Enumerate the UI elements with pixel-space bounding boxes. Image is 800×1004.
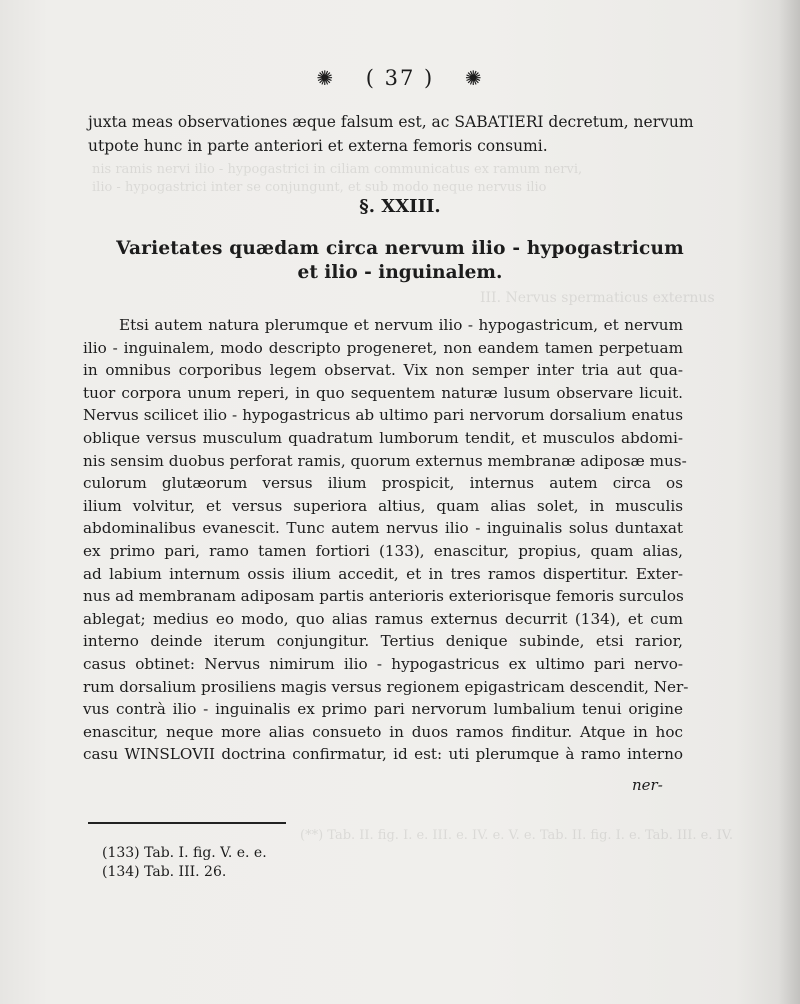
footnote-divider xyxy=(88,822,286,824)
section-title-line-2: et ilio - inguinalem. xyxy=(297,262,503,283)
body-line: ex primo pari, ramo tamen fortiori (133), enascitur, propius, quam alias, xyxy=(83,541,683,560)
body-line: ad labium internum ossis ilium accedit, et in tres ramos dispertitur. Exter- xyxy=(83,564,683,583)
bleed-through-text: (**) Tab. II. fig. I. e. III. e. IV. e. V. e. Tab. II. fig. I. e. Tab. III. e. IV. xyxy=(300,828,734,843)
body-line: nis sensim duobus perforat ramis, quorum externus membranæ adiposæ mus- xyxy=(83,451,687,470)
body-line: casu WINSLOVII doctrina confirmatur, id est: uti plerumque à ramo interno xyxy=(83,745,683,764)
body-line: culorum glutæorum versus ilium prospicit, internus autem circa os xyxy=(83,474,683,493)
catchword: ner- xyxy=(632,776,663,794)
bleed-through-text: ilio - hypogastrici inter se conjungunt, et sub modo neque nervus ilio xyxy=(92,180,547,195)
body-line: rum dorsalium prosiliens magis versus regionem epigastricam descendit, Ner- xyxy=(83,677,689,696)
body-line: abdominalibus evanescit. Tunc autem nervus ilio - inguinalis solus duntaxat xyxy=(83,519,683,538)
bleed-through-text: nis ramis nervi ilio - hypogastrici in ciliam communicatus ex ramum nervi, xyxy=(92,162,583,177)
page-spine-shadow xyxy=(778,0,800,1004)
body-line: enascitur, neque more alias consueto in duos ramos finditur. Atque in hoc xyxy=(83,722,683,741)
body-line: vus contrà ilio - inguinalis ex primo pari nervorum lumbalium tenui origine xyxy=(83,700,683,719)
page-header xyxy=(0,66,800,90)
body-line: interno deinde iterum conjungitur. Tertius denique subinde, etsi rarior, xyxy=(83,632,683,651)
intro-line-2: utpote hunc in parte anteriori et externa femoris consumi. xyxy=(88,137,548,155)
body-paragraph xyxy=(83,314,689,766)
body-line: casus obtinet: Nervus nimirum ilio - hypogastricus ex ultimo pari nervo- xyxy=(83,654,683,673)
body-line: ablegat; medius eo modo, quo alias ramus externus decurrit (134), et cum xyxy=(83,609,683,628)
body-line: ilium volvitur, et versus superiora altius, quam alias solet, in musculis xyxy=(83,496,683,515)
page-number: ( 37 ) xyxy=(365,66,435,90)
ornament-right-icon: ✺ xyxy=(464,66,484,90)
ornament-left-icon: ✺ xyxy=(316,66,336,90)
body-line: Etsi autem natura plerumque et nervum ilio - hypogastricum, et nervum xyxy=(119,316,683,334)
body-line: oblique versus musculum quadratum lumborum tendit, et musculos abdomi- xyxy=(83,428,683,447)
intro-line-1: juxta meas observationes æque falsum est, ac SABATIERI decretum, nervum xyxy=(88,113,694,131)
section-title-line-1: Varietates quædam circa nervum ilio - hypogastricum xyxy=(116,238,684,259)
bleed-through-text: III. Nervus spermaticus externus xyxy=(480,290,715,306)
body-line: ilio - inguinalem, modo descripto progeneret, non eandem tamen perpetuam xyxy=(83,338,683,357)
footnote-133: (133) Tab. I. fig. V. e. e. xyxy=(102,845,267,861)
body-line: tuor corpora unum reperi, in quo sequentem naturæ lusum observare licuit. xyxy=(83,383,683,402)
body-line: in omnibus corporibus legem observat. Vix non semper inter tria aut qua- xyxy=(83,361,683,380)
body-line: Nervus scilicet ilio - hypogastricus ab ultimo pari nervorum dorsalium enatus xyxy=(83,406,683,425)
body-line: nus ad membranam adiposam partis anterioris exteriorisque femoris surculos xyxy=(83,587,684,606)
footnote-134: (134) Tab. III. 26. xyxy=(102,864,227,880)
section-number: §. XXIII. xyxy=(359,196,441,217)
